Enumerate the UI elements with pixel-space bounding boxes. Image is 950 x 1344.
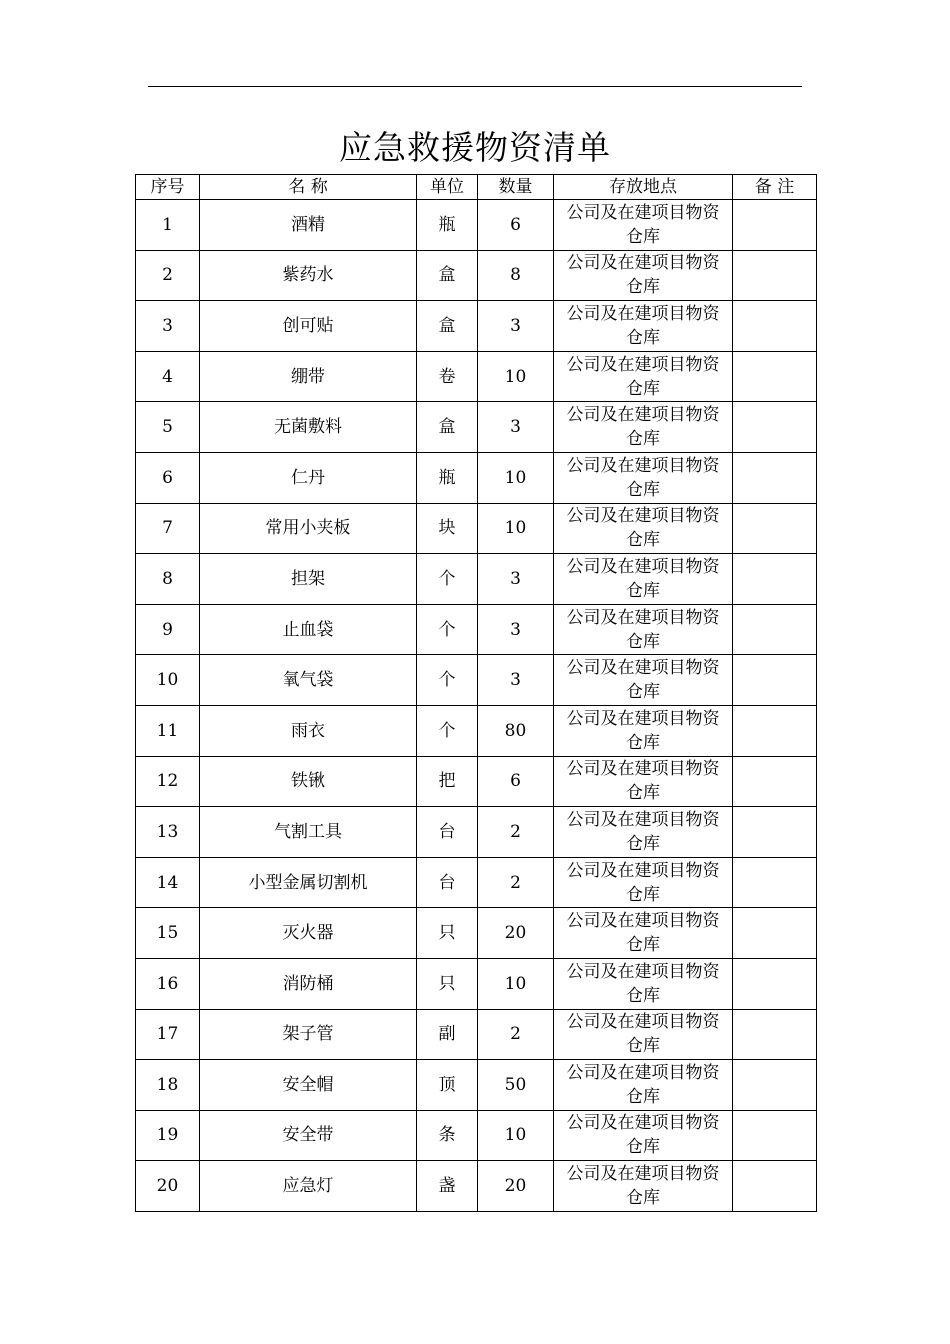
header-remark: 备 注 xyxy=(733,175,817,200)
table-row xyxy=(136,807,817,858)
cell-location xyxy=(554,1110,733,1161)
cell-location xyxy=(554,250,733,301)
cell-unit: 盒 xyxy=(417,250,478,301)
cell-quantity: 6 xyxy=(478,756,554,807)
table-row xyxy=(136,756,817,807)
cell-unit: 瓶 xyxy=(417,452,478,503)
cell-unit: 台 xyxy=(417,807,478,858)
cell-location xyxy=(554,705,733,756)
location-text: 公司及在建项目物资仓库 xyxy=(566,961,720,1006)
cell-location xyxy=(554,351,733,402)
cell-remark xyxy=(733,705,817,756)
cell-index: 20 xyxy=(136,1161,200,1212)
cell-quantity: 10 xyxy=(478,958,554,1009)
cell-remark xyxy=(733,908,817,959)
cell-unit: 顶 xyxy=(417,1060,478,1111)
location-text: 公司及在建项目物资仓库 xyxy=(566,1113,720,1158)
cell-unit: 只 xyxy=(417,908,478,959)
cell-quantity: 10 xyxy=(478,452,554,503)
cell-name: 安全帽 xyxy=(200,1060,417,1111)
cell-quantity: 2 xyxy=(478,807,554,858)
cell-name: 安全带 xyxy=(200,1110,417,1161)
cell-remark xyxy=(733,301,817,352)
header-row xyxy=(136,175,817,200)
cell-index: 6 xyxy=(136,452,200,503)
location-text: 公司及在建项目物资仓库 xyxy=(566,607,720,652)
cell-unit: 副 xyxy=(417,1009,478,1060)
header-unit: 单位 xyxy=(417,175,478,200)
cell-index: 4 xyxy=(136,351,200,402)
cell-location xyxy=(554,908,733,959)
cell-unit: 盏 xyxy=(417,1161,478,1212)
cell-unit: 瓶 xyxy=(417,200,478,251)
cell-name: 应急灯 xyxy=(200,1161,417,1212)
cell-location xyxy=(554,807,733,858)
cell-unit: 把 xyxy=(417,756,478,807)
location-text: 公司及在建项目物资仓库 xyxy=(566,556,720,601)
cell-location xyxy=(554,604,733,655)
cell-unit: 只 xyxy=(417,958,478,1009)
table-row xyxy=(136,554,817,605)
cell-quantity: 80 xyxy=(478,705,554,756)
cell-unit: 台 xyxy=(417,857,478,908)
cell-name: 酒精 xyxy=(200,200,417,251)
cell-index: 15 xyxy=(136,908,200,959)
table-body xyxy=(136,200,817,1212)
cell-name: 止血袋 xyxy=(200,604,417,655)
table-row xyxy=(136,1009,817,1060)
cell-quantity: 10 xyxy=(478,351,554,402)
cell-remark xyxy=(733,200,817,251)
cell-name: 小型金属切割机 xyxy=(200,857,417,908)
location-text: 公司及在建项目物资仓库 xyxy=(566,708,720,753)
header-name: 名 称 xyxy=(200,175,417,200)
cell-remark xyxy=(733,503,817,554)
cell-remark xyxy=(733,604,817,655)
table-row xyxy=(136,503,817,554)
cell-location xyxy=(554,756,733,807)
cell-remark xyxy=(733,1060,817,1111)
location-text: 公司及在建项目物资仓库 xyxy=(566,860,720,905)
cell-quantity: 3 xyxy=(478,301,554,352)
table-row xyxy=(136,1161,817,1212)
cell-unit: 个 xyxy=(417,604,478,655)
cell-name: 担架 xyxy=(200,554,417,605)
cell-unit: 卷 xyxy=(417,351,478,402)
cell-location xyxy=(554,301,733,352)
cell-unit: 个 xyxy=(417,554,478,605)
cell-index: 18 xyxy=(136,1060,200,1111)
cell-name: 消防桶 xyxy=(200,958,417,1009)
cell-index: 11 xyxy=(136,705,200,756)
header-rule xyxy=(148,86,802,87)
cell-quantity: 20 xyxy=(478,908,554,959)
cell-remark xyxy=(733,958,817,1009)
cell-name: 氧气袋 xyxy=(200,655,417,706)
cell-name: 灭火器 xyxy=(200,908,417,959)
table-row xyxy=(136,655,817,706)
cell-location xyxy=(554,857,733,908)
location-text: 公司及在建项目物资仓库 xyxy=(566,911,720,956)
cell-index: 16 xyxy=(136,958,200,1009)
cell-quantity: 50 xyxy=(478,1060,554,1111)
table-row xyxy=(136,857,817,908)
cell-location xyxy=(554,1009,733,1060)
location-text: 公司及在建项目物资仓库 xyxy=(566,809,720,854)
cell-unit: 块 xyxy=(417,503,478,554)
cell-quantity: 3 xyxy=(478,554,554,605)
cell-quantity: 3 xyxy=(478,655,554,706)
table-row xyxy=(136,351,817,402)
cell-index: 2 xyxy=(136,250,200,301)
table-row xyxy=(136,200,817,251)
cell-name: 架子管 xyxy=(200,1009,417,1060)
cell-index: 17 xyxy=(136,1009,200,1060)
cell-index: 14 xyxy=(136,857,200,908)
location-text: 公司及在建项目物资仓库 xyxy=(566,1164,720,1209)
location-text: 公司及在建项目物资仓库 xyxy=(566,658,720,703)
cell-location xyxy=(554,402,733,453)
table-row xyxy=(136,301,817,352)
table-row xyxy=(136,250,817,301)
cell-remark xyxy=(733,807,817,858)
cell-index: 5 xyxy=(136,402,200,453)
cell-quantity: 20 xyxy=(478,1161,554,1212)
table-row xyxy=(136,1060,817,1111)
cell-unit: 个 xyxy=(417,705,478,756)
location-text: 公司及在建项目物资仓库 xyxy=(566,253,720,298)
cell-name: 绷带 xyxy=(200,351,417,402)
cell-unit: 条 xyxy=(417,1110,478,1161)
location-text: 公司及在建项目物资仓库 xyxy=(566,405,720,450)
cell-remark xyxy=(733,756,817,807)
table-row xyxy=(136,604,817,655)
cell-name: 紫药水 xyxy=(200,250,417,301)
table-row xyxy=(136,1110,817,1161)
table-header xyxy=(136,175,817,200)
cell-quantity: 10 xyxy=(478,1110,554,1161)
cell-location xyxy=(554,503,733,554)
cell-remark xyxy=(733,1009,817,1060)
cell-name: 雨衣 xyxy=(200,705,417,756)
cell-index: 19 xyxy=(136,1110,200,1161)
location-text: 公司及在建项目物资仓库 xyxy=(566,354,720,399)
cell-index: 8 xyxy=(136,554,200,605)
cell-quantity: 6 xyxy=(478,200,554,251)
location-text: 公司及在建项目物资仓库 xyxy=(566,455,720,500)
cell-remark xyxy=(733,655,817,706)
cell-remark xyxy=(733,452,817,503)
cell-remark xyxy=(733,250,817,301)
location-text: 公司及在建项目物资仓库 xyxy=(566,1062,720,1107)
cell-remark xyxy=(733,554,817,605)
cell-name: 气割工具 xyxy=(200,807,417,858)
cell-name: 常用小夹板 xyxy=(200,503,417,554)
location-text: 公司及在建项目物资仓库 xyxy=(566,506,720,551)
header-index: 序号 xyxy=(136,175,200,200)
table-row xyxy=(136,705,817,756)
cell-quantity: 2 xyxy=(478,857,554,908)
document-title: 应急救援物资清单 xyxy=(339,128,611,167)
cell-unit: 盒 xyxy=(417,301,478,352)
table-row xyxy=(136,452,817,503)
cell-index: 10 xyxy=(136,655,200,706)
cell-remark xyxy=(733,1161,817,1212)
location-text: 公司及在建项目物资仓库 xyxy=(566,202,720,247)
header-location: 存放地点 xyxy=(554,175,733,200)
header-quantity: 数量 xyxy=(478,175,554,200)
location-text: 公司及在建项目物资仓库 xyxy=(566,303,720,348)
cell-index: 1 xyxy=(136,200,200,251)
cell-index: 3 xyxy=(136,301,200,352)
cell-name: 仁丹 xyxy=(200,452,417,503)
cell-index: 12 xyxy=(136,756,200,807)
cell-location xyxy=(554,452,733,503)
cell-quantity: 8 xyxy=(478,250,554,301)
table-row xyxy=(136,908,817,959)
cell-unit: 个 xyxy=(417,655,478,706)
cell-index: 9 xyxy=(136,604,200,655)
cell-index: 13 xyxy=(136,807,200,858)
cell-location xyxy=(554,554,733,605)
cell-index: 7 xyxy=(136,503,200,554)
cell-remark xyxy=(733,351,817,402)
table-row xyxy=(136,402,817,453)
cell-location xyxy=(554,655,733,706)
inventory-table xyxy=(135,174,817,1212)
cell-unit: 盒 xyxy=(417,402,478,453)
cell-quantity: 2 xyxy=(478,1009,554,1060)
cell-name: 铁锹 xyxy=(200,756,417,807)
table-row xyxy=(136,958,817,1009)
cell-location xyxy=(554,1060,733,1111)
cell-location xyxy=(554,958,733,1009)
location-text: 公司及在建项目物资仓库 xyxy=(566,1012,720,1057)
cell-location xyxy=(554,200,733,251)
cell-name: 创可贴 xyxy=(200,301,417,352)
cell-quantity: 3 xyxy=(478,604,554,655)
location-text: 公司及在建项目物资仓库 xyxy=(566,759,720,804)
cell-remark xyxy=(733,402,817,453)
cell-remark xyxy=(733,1110,817,1161)
cell-quantity: 10 xyxy=(478,503,554,554)
cell-quantity: 3 xyxy=(478,402,554,453)
cell-remark xyxy=(733,857,817,908)
cell-name: 无菌敷料 xyxy=(200,402,417,453)
cell-location xyxy=(554,1161,733,1212)
